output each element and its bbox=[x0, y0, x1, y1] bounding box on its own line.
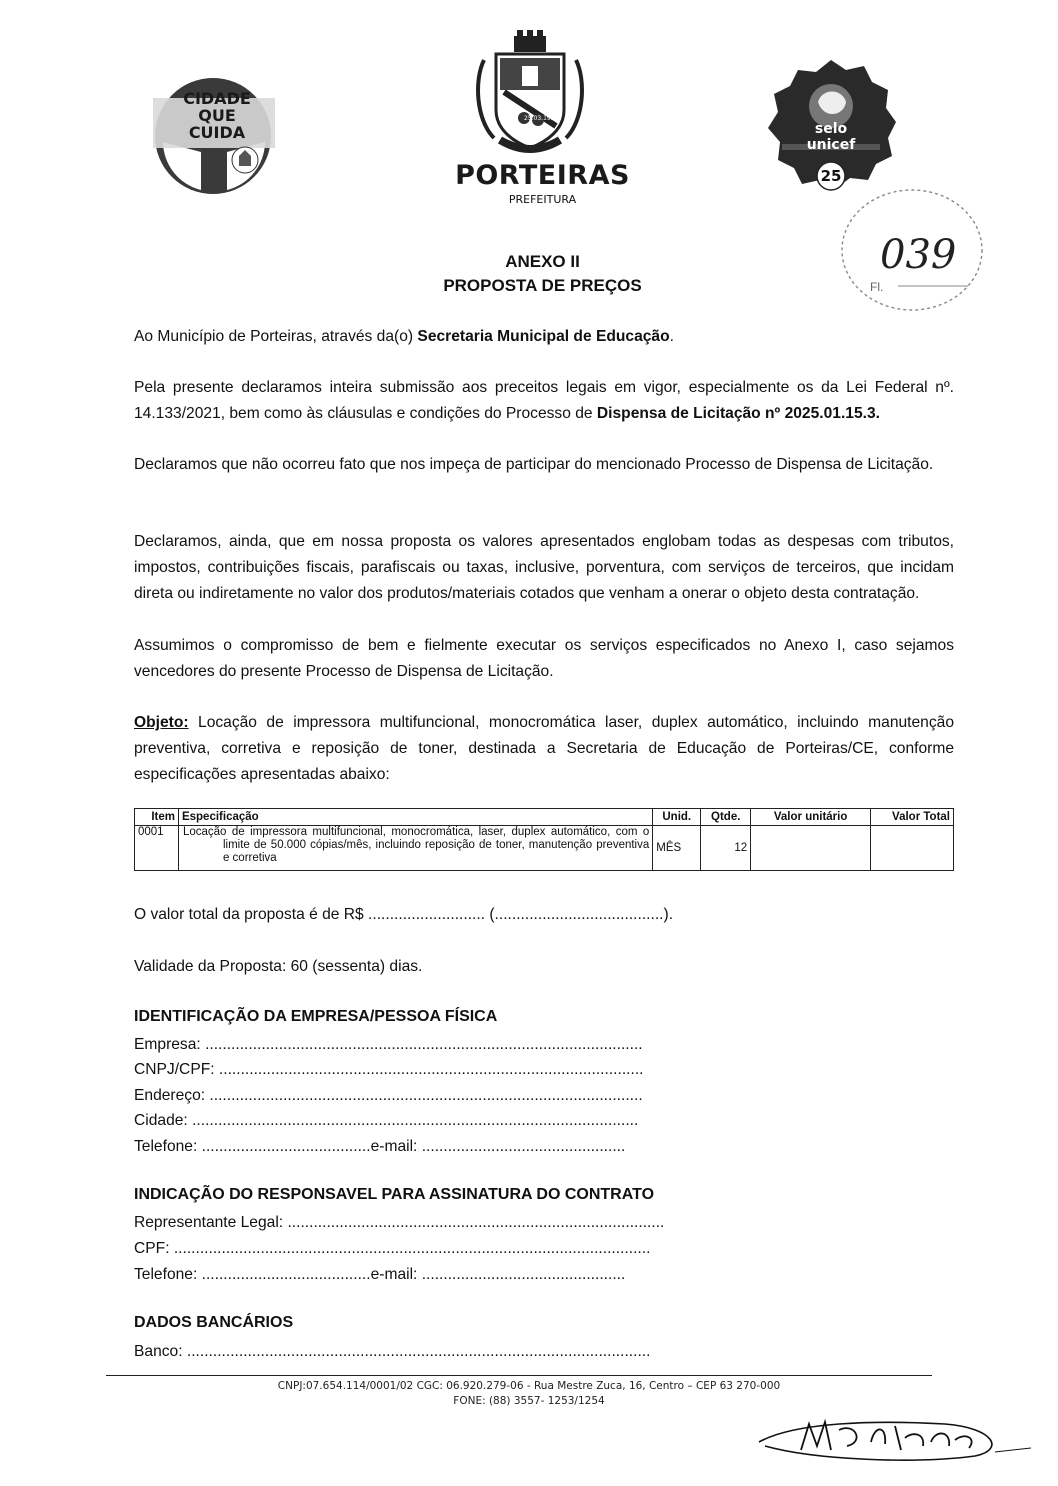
paragraph-expenses: Declaramos, ainda, que em nossa proposta os valores apresentados englobam todas as despesas com tributos, impostos, contribuições fiscais, parafiscais ou taxas, inclusive, porventura, com serviços de terceiros, que incidam direta ou indiretamente no valor dos produtos/materiais cotados que venham a onerar o objeto desta contratação. bbox=[134, 533, 954, 602]
cell-item: 0001 bbox=[135, 826, 179, 871]
table-header-row bbox=[135, 809, 954, 826]
col-item: Item bbox=[135, 809, 179, 826]
table-row bbox=[135, 826, 954, 871]
footer-phone: FONE: (88) 3557- 1253/1254 bbox=[453, 1395, 605, 1407]
annex-title: ANEXO II bbox=[505, 252, 580, 271]
stamp-label: Fl. bbox=[870, 280, 884, 294]
banco-field[interactable]: Banco: ........................................................................................................... bbox=[134, 1343, 651, 1360]
cell-qtde: 12 bbox=[701, 826, 751, 871]
objeto-label: Objeto: bbox=[134, 714, 189, 731]
p1-process-number: Dispensa de Licitação nº 2025.01.15.3. bbox=[596, 405, 880, 422]
responsavel-telefone-field[interactable]: Telefone: .......................................e-mail: ............................................... bbox=[134, 1266, 626, 1283]
coat-of-arms-date: 25.03.1959 bbox=[524, 115, 559, 122]
responsavel-heading: INDICAÇÃO DO RESPONSAVEL PARA ASSINATURA DO CONTRATO bbox=[134, 1186, 655, 1203]
handwritten-signature bbox=[755, 1402, 1035, 1468]
identificacao-heading: IDENTIFICAÇÃO DA EMPRESA/PESSOA FÍSICA bbox=[134, 1008, 498, 1025]
cidade-que-cuida-text bbox=[172, 90, 262, 141]
stamp-page-number: 039 bbox=[880, 232, 957, 278]
endereco-field[interactable]: Endereço: .................................................................................................... bbox=[134, 1087, 643, 1104]
footer-address: CNPJ:07.654.114/0001/02 CGC: 06.920.279-06 - Rua Mestre Zuca, 16, Centro – CEP 63 270-000 bbox=[277, 1380, 781, 1392]
logo-text-line-2: QUE CUIDA bbox=[188, 106, 246, 142]
col-valor-unitario: Valor unitário bbox=[751, 809, 871, 826]
bancarios-heading: DADOS BANCÁRIOS bbox=[134, 1314, 294, 1331]
intro-prefix: Ao Município de Porteiras, através da(o) bbox=[134, 328, 418, 345]
valor-total-line: O valor total da proposta é de R$ ........................... (.......................................). bbox=[134, 906, 674, 923]
prefeitura-subtitle: PREFEITURA bbox=[508, 193, 577, 206]
empresa-field[interactable]: Empresa: ..................................................................................................... bbox=[134, 1036, 643, 1053]
col-especificacao: Especificação bbox=[178, 809, 652, 826]
col-valor-total: Valor Total bbox=[871, 809, 954, 826]
cell-unid: MÊS bbox=[653, 826, 701, 871]
representante-field[interactable]: Representante Legal: ....................................................................................... bbox=[134, 1214, 665, 1231]
paragraph-objeto bbox=[134, 710, 954, 788]
cidade-field[interactable]: Cidade: ....................................................................................................... bbox=[134, 1112, 639, 1129]
objeto-text: Locação de impressora multifuncional, monocromática laser, duplex automático, incluindo manutenção preventiva, corretiva e reposição de toner, destinada a Secretaria de Educação de Porteiras/CE, conforme especificações apresentadas abaixo: bbox=[134, 714, 954, 783]
porteiras-wordmark: PORTEIRAS bbox=[455, 160, 630, 191]
telefone-email-field[interactable]: Telefone: .......................................e-mail: ............................................... bbox=[134, 1138, 626, 1155]
items-table bbox=[134, 808, 954, 871]
intro-suffix: . bbox=[669, 328, 674, 345]
paragraph-submission bbox=[134, 375, 954, 427]
col-unid: Unid. bbox=[653, 809, 701, 826]
selo-unicef-number: 25 bbox=[820, 167, 842, 185]
col-qtde: Qtde. bbox=[701, 809, 751, 826]
p1-text: Pela presente declaramos inteira submissão aos preceitos legais em vigor, especialmente os da Lei Federal nº. 14.133/2021, bem como às cláusulas e condições do Processo de bbox=[134, 379, 954, 422]
porteiras-coat-of-arms bbox=[474, 30, 586, 160]
footer-divider bbox=[106, 1375, 932, 1376]
logo-text-line-1: CIDADE bbox=[183, 89, 251, 108]
validade-line: Validade da Proposta: 60 (sessenta) dias. bbox=[134, 958, 423, 975]
document-title: PROPOSTA DE PREÇOS bbox=[443, 276, 642, 295]
cell-total-value bbox=[871, 826, 954, 871]
cell-unit-value bbox=[751, 826, 871, 871]
intro-paragraph bbox=[134, 324, 954, 350]
cnpj-field[interactable]: CNPJ/CPF: .................................................................................................. bbox=[134, 1061, 644, 1078]
paragraph-no-impediment: Declaramos que não ocorreu fato que nos impeça de participar do mencionado Processo de Dispensa de Licitação. bbox=[134, 456, 934, 473]
selo-unicef-text: selo unicef bbox=[806, 121, 856, 153]
intro-secretaria: Secretaria Municipal de Educação bbox=[417, 328, 670, 345]
paragraph-commitment: Assumimos o compromisso de bem e fielmente executar os serviços especificados no Anexo I, caso sejamos vencedores do presente Processo de Dispensa de Licitação. bbox=[134, 637, 954, 680]
cell-spec: Locação de impressora multifuncional, monocromática, laser, duplex automático, com o limite de 50.000 cópias/mês, incluindo reposição de toner, manutenção preventiva e corretiva bbox=[178, 826, 652, 871]
cpf-field[interactable]: CPF: .............................................................................................................. bbox=[134, 1240, 651, 1257]
